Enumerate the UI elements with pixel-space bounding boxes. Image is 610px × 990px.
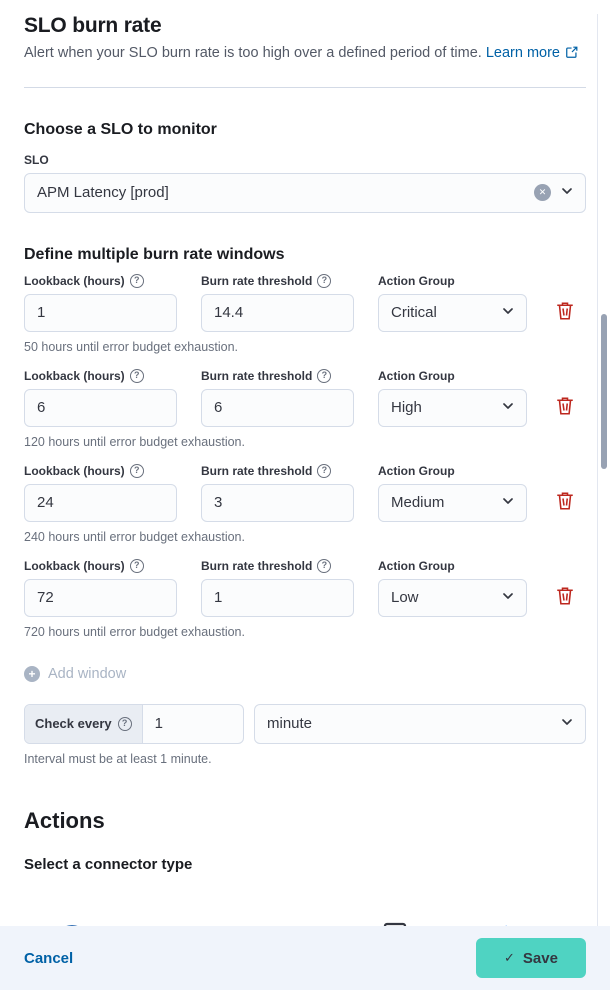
help-icon[interactable]: ? [130,369,144,383]
action-group-value: Medium [391,494,445,512]
window-row [24,464,586,544]
help-icon[interactable]: ? [317,369,331,383]
window-row [24,274,586,354]
action-group-label: Action Group [378,558,455,573]
slo-combobox[interactable] [24,173,586,213]
threshold-input[interactable] [202,295,353,331]
chevron-down-icon [500,493,516,513]
threshold-label: Burn rate threshold [201,463,313,478]
burn-rate-windows [24,274,586,683]
window-helper-text: 50 hours until error budget exhaustion. [24,339,239,354]
action-group-value: High [391,399,422,417]
header-divider [24,87,586,88]
window-row [24,369,586,449]
threshold-input[interactable] [202,580,353,616]
flyout-body [0,14,610,971]
action-group-select[interactable] [378,579,527,617]
threshold-input[interactable] [202,390,353,426]
cancel-button[interactable]: Cancel [24,949,74,967]
help-icon[interactable]: ? [317,464,331,478]
threshold-label: Burn rate threshold [201,558,313,573]
action-group-label: Action Group [378,368,455,383]
help-icon[interactable]: ? [118,717,132,731]
interval-unit-select[interactable] [254,704,586,744]
trash-icon [555,491,575,511]
interval-input[interactable] [143,705,243,743]
threshold-label: Burn rate threshold [201,273,313,288]
help-icon[interactable]: ? [317,559,331,573]
external-link-icon [565,45,579,67]
window-row [24,559,586,639]
connector-type-subheading: Select a connector type [24,855,193,873]
chevron-down-icon [500,303,516,323]
lookback-label: Lookback (hours) [24,463,125,478]
slo-section-heading: Choose a SLO to monitor [24,120,217,138]
plus-icon: + [24,666,40,682]
save-button[interactable] [476,938,586,978]
action-group-select[interactable] [378,389,527,427]
scrollbar-thumb[interactable] [601,314,607,469]
action-group-value: Low [391,589,419,607]
page-title: SLO burn rate [24,14,162,37]
lookback-input[interactable] [25,580,176,616]
chevron-down-icon [559,714,575,734]
lookback-input[interactable] [25,295,176,331]
scrollbar-track[interactable] [597,14,598,926]
chevron-down-icon [559,183,575,203]
lookback-label: Lookback (hours) [24,368,125,383]
lookback-input[interactable] [25,390,176,426]
slo-field-label: SLO [24,152,49,167]
actions-heading: Actions [24,807,105,833]
subtitle-text: Alert when your SLO burn rate is too high over a defined period of time. [24,45,482,61]
delete-window-button[interactable] [553,394,577,421]
delete-window-button[interactable] [553,584,577,611]
action-group-value: Critical [391,304,437,322]
window-helper-text: 120 hours until error budget exhaustion. [24,434,245,449]
help-icon[interactable]: ? [130,274,144,288]
delete-window-button[interactable] [553,299,577,326]
add-window-button[interactable] [24,666,126,682]
lookback-label: Lookback (hours) [24,273,125,288]
help-icon[interactable]: ? [130,559,144,573]
chevron-down-icon [500,588,516,608]
learn-more-link[interactable]: Learn more [485,45,560,61]
window-helper-text: 240 hours until error budget exhaustion. [24,529,245,544]
trash-icon [555,396,575,416]
page-subtitle [24,43,586,67]
help-icon[interactable]: ? [317,274,331,288]
delete-window-button[interactable] [553,489,577,516]
action-group-label: Action Group [378,273,455,288]
help-icon[interactable]: ? [130,464,144,478]
action-group-select[interactable] [378,294,527,332]
clear-selection-icon[interactable]: ✕ [534,184,551,201]
threshold-label: Burn rate threshold [201,368,313,383]
window-helper-text: 720 hours until error budget exhaustion. [24,624,245,639]
check-icon: ✓ [504,950,515,965]
interval-helper-text: Interval must be at least 1 minute. [24,751,212,766]
trash-icon [555,586,575,606]
slo-selected-value: APM Latency [prod] [37,184,169,202]
check-every-label: Check every [35,716,112,732]
flyout-footer [0,926,610,990]
lookback-label: Lookback (hours) [24,558,125,573]
interval-unit-value: minute [267,715,313,733]
chevron-down-icon [500,398,516,418]
rule-schedule [24,704,586,744]
check-every-group [24,704,244,744]
add-window-label: Add window [48,665,127,682]
lookback-input[interactable] [25,485,176,521]
save-button-label: Save [522,949,558,967]
trash-icon [555,301,575,321]
windows-section-heading: Define multiple burn rate windows [24,245,285,263]
action-group-select[interactable] [378,484,527,522]
action-group-label: Action Group [378,463,455,478]
threshold-input[interactable] [202,485,353,521]
